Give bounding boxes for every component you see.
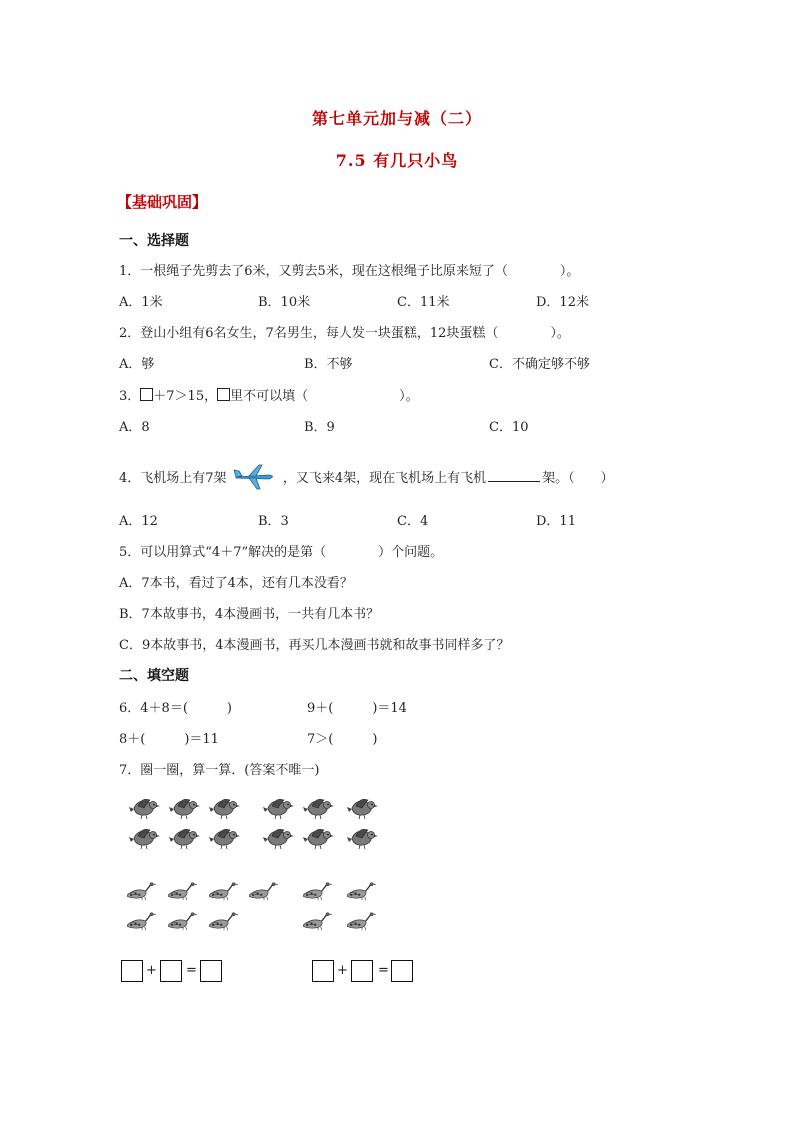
peacock-icon (344, 912, 380, 932)
q3-text-2: 里不可以填（ ）。 (230, 389, 419, 404)
q6-item-2[interactable]: 9＋( )＝14 (307, 701, 407, 716)
question-4 (119, 463, 614, 491)
q3-option-b[interactable]: B．9 (304, 420, 335, 435)
answer-box[interactable] (160, 960, 182, 982)
peacock-icon (124, 912, 160, 932)
q3-text: ＋7＞15， (153, 389, 218, 404)
q3-number: 3． (119, 389, 141, 404)
section-basic: 【基础巩固】 (117, 193, 208, 211)
answer-blank[interactable] (488, 481, 540, 482)
sparrow-icon (128, 826, 162, 850)
heading-fill: 二、填空题 (119, 668, 189, 684)
question-5: 5．可以用算式“4＋7”解决的是第（ ）个问题。 (119, 545, 444, 560)
blank-square-icon (140, 388, 153, 401)
peacock-icon (165, 882, 201, 902)
answer-box[interactable] (391, 960, 413, 982)
question-1: 1．一根绳子先剪去了6米，又剪去5米，现在这根绳子比原来短了（ ）。 (119, 264, 580, 279)
sparrow-icon (208, 796, 242, 820)
sparrow-icon (168, 796, 202, 820)
question-7: 7．圈一圈，算一算．(答案不唯一) (119, 763, 320, 778)
sparrow-icon (168, 826, 202, 850)
peacock-icon (206, 912, 242, 932)
sparrow-icon (346, 796, 380, 820)
peacock-icon (300, 912, 336, 932)
answer-box[interactable] (121, 960, 143, 982)
q1-option-c[interactable]: C．11米 (397, 295, 450, 310)
heading-choice: 一、选择题 (119, 233, 189, 249)
q6-item-1[interactable]: 6．4＋8＝( ) (119, 701, 232, 716)
peacock-icon (246, 882, 282, 902)
peacock-icon (300, 882, 336, 902)
q4-option-a[interactable]: A．12 (119, 514, 158, 529)
sparrow-icon (208, 826, 242, 850)
equals-sign: = (186, 963, 197, 978)
peacock-icon (124, 882, 160, 902)
question-3 (119, 385, 419, 404)
sparrow-icon (262, 796, 296, 820)
answer-box[interactable] (200, 960, 222, 982)
page-title: 第七单元加与减（二） (311, 109, 482, 128)
q5-option-a[interactable]: A．7本书，看过了4本，还有几本没看？ (119, 576, 353, 591)
q4-option-c[interactable]: C．4 (397, 514, 429, 529)
sparrow-icon (346, 826, 380, 850)
airplane-icon (233, 463, 277, 491)
q4-option-d[interactable]: D．11 (536, 514, 576, 529)
equals-sign: = (378, 963, 389, 978)
peacock-icon (165, 912, 201, 932)
q6-item-4[interactable]: 7＞( ) (307, 732, 378, 747)
blank-square-icon (217, 388, 230, 401)
answer-box[interactable] (351, 960, 373, 982)
q1-option-a[interactable]: A．1米 (119, 295, 163, 310)
plus-sign: + (337, 963, 348, 978)
q4-text-c: 架。（ ） (542, 471, 614, 486)
q1-option-b[interactable]: B．10米 (258, 295, 311, 310)
sparrow-icon (262, 826, 296, 850)
q3-option-c[interactable]: C．10 (489, 420, 529, 435)
sparrow-icon (302, 826, 336, 850)
lesson-subtitle: 7.5 有几只小鸟 (335, 151, 459, 170)
sparrow-icon (302, 796, 336, 820)
q1-option-d[interactable]: D．12米 (536, 295, 589, 310)
q2-option-c[interactable]: C．不确定够不够 (489, 357, 590, 372)
plus-sign: + (146, 963, 157, 978)
q4-text-b: ，又飞来4架，现在飞机场上有飞机 (282, 471, 487, 486)
q3-option-a[interactable]: A．8 (119, 420, 150, 435)
sparrow-icon (128, 796, 162, 820)
q4-option-b[interactable]: B．3 (258, 514, 289, 529)
q2-option-b[interactable]: B．不够 (304, 357, 353, 372)
q5-option-c[interactable]: C．9本故事书，4本漫画书，再买几本漫画书就和故事书同样多了？ (119, 638, 510, 653)
q4-text-a: 4．飞机场上有7架 (119, 471, 227, 486)
q2-option-a[interactable]: A．够 (119, 357, 155, 372)
question-2: 2．登山小组有6名女生，7名男生，每人发一块蛋糕，12块蛋糕（ ）。 (119, 326, 570, 341)
peacock-icon (206, 882, 242, 902)
peacock-icon (344, 882, 380, 902)
q5-option-b[interactable]: B．7本故事书，4本漫画书，一共有几本书？ (119, 607, 380, 622)
answer-box[interactable] (312, 960, 334, 982)
q6-item-3[interactable]: 8＋( )＝11 (119, 732, 219, 747)
